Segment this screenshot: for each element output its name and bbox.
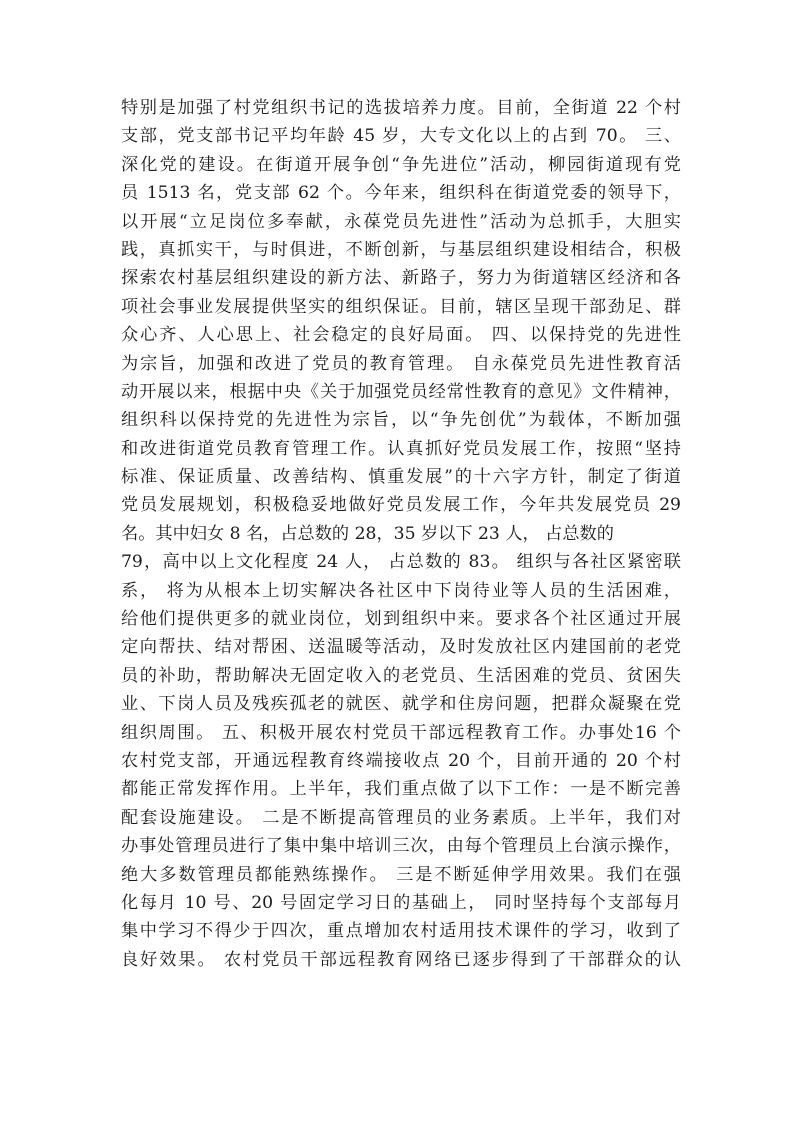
text-line: 配套设施建设。 二是不断提高管理员的业务素质。上半年，我们对 (121, 807, 681, 828)
text-line: 79，高中以上文化程度 24 人， 占总数的 83。 组织与各社区紧密联 (121, 552, 681, 573)
text-line: 深化党的建设。在街道开展争创“争先进位”活动，柳园街道现有党 (121, 154, 681, 175)
text-line: 员的补助，帮助解决无固定收入的老党员、生活困难的党员、贫困失 (121, 665, 681, 686)
text-line: 业、下岗人员及残疾孤老的就医、就学和住房问题，把群众凝聚在党 (121, 694, 681, 715)
text-line: 支部，党支部书记平均年龄 45 岁，大专文化以上的占到 70。 三、 (121, 126, 681, 147)
body-text (121, 94, 681, 974)
text-line: 化每月 10 号、20 号固定学习日的基础上， 同时坚持每个支部每月 (121, 892, 681, 913)
text-line: 组织科以保持党的先进性为宗旨，以“争先创优”为载体，不断加强 (121, 410, 681, 431)
text-line: 办事处管理员进行了集中集中培训三次，由每个管理员上台演示操作， (121, 836, 681, 857)
text-line: 农村党支部，开通远程教育终端接收点 20 个，目前开通的 20 个村 (121, 750, 681, 771)
text-line: 系， 将为从根本上切实解决各社区中下岗待业等人员的生活困难， (121, 580, 681, 601)
text-line: 和改进街道党员教育管理工作。认真抓好党员发展工作，按照“坚持 (121, 438, 681, 459)
text-line: 众心齐、人心思上、社会稳定的良好局面。 四、以保持党的先进性 (121, 325, 681, 346)
text-line: 项社会事业发展提供坚实的组织保证。目前，辖区呈现干部劲足、群 (121, 296, 681, 317)
text-line: 特别是加强了村党组织书记的选拔培养力度。目前，全街道 22 个村 (121, 98, 681, 118)
text-line: 绝大多数管理员都能熟练操作。 三是不断延伸学用效果。我们在强 (121, 864, 681, 885)
text-line: 都能正常发挥作用。上半年，我们重点做了以下工作：一是不断完善 (121, 779, 681, 800)
text-line: 党员发展规划，积极稳妥地做好党员发展工作，今年共发展党员 29 (121, 495, 681, 516)
text-line: 践，真抓实干，与时俱进，不断创新，与基层组织建设相结合，积极 (121, 239, 681, 260)
text-line: 良好效果。 农村党员干部远程教育网络已逐步得到了干部群众的认 (121, 949, 681, 970)
text-line: 以开展“立足岗位多奉献，永葆党员先进性”活动为总抓手，大胆实 (121, 211, 681, 232)
text-line: 探索农村基层组织建设的新方法、新路子，努力为街道辖区经济和各 (121, 268, 681, 289)
text-line: 组织周围。 五、积极开展农村党员干部远程教育工作。办事处16 个 (121, 722, 681, 743)
text-line: 集中学习不得少于四次，重点增加农村适用技术课件的学习，收到了 (121, 921, 681, 942)
text-line: 名。其中妇女 8 名，占总数的 28，35 岁以下 23 人， 占总数的 (121, 523, 614, 544)
text-line: 员 1513 名，党支部 62 个。今年来，组织科在街道党委的领导下， (121, 183, 681, 204)
text-line: 标准、保证质量、改善结构、慎重发展”的十六字方针，制定了街道 (121, 467, 681, 488)
text-line: 定向帮扶、结对帮困、送温暖等活动，及时发放社区内建国前的老党 (121, 637, 681, 658)
text-line: 动开展以来，根据中央《关于加强党员经常性教育的意见》文件精神， (121, 381, 681, 402)
text-line: 给他们提供更多的就业岗位，划到组织中来。要求各个社区通过开展 (121, 609, 681, 630)
text-line: 为宗旨，加强和改进了党员的教育管理。 自永葆党员先进性教育活 (121, 353, 681, 374)
